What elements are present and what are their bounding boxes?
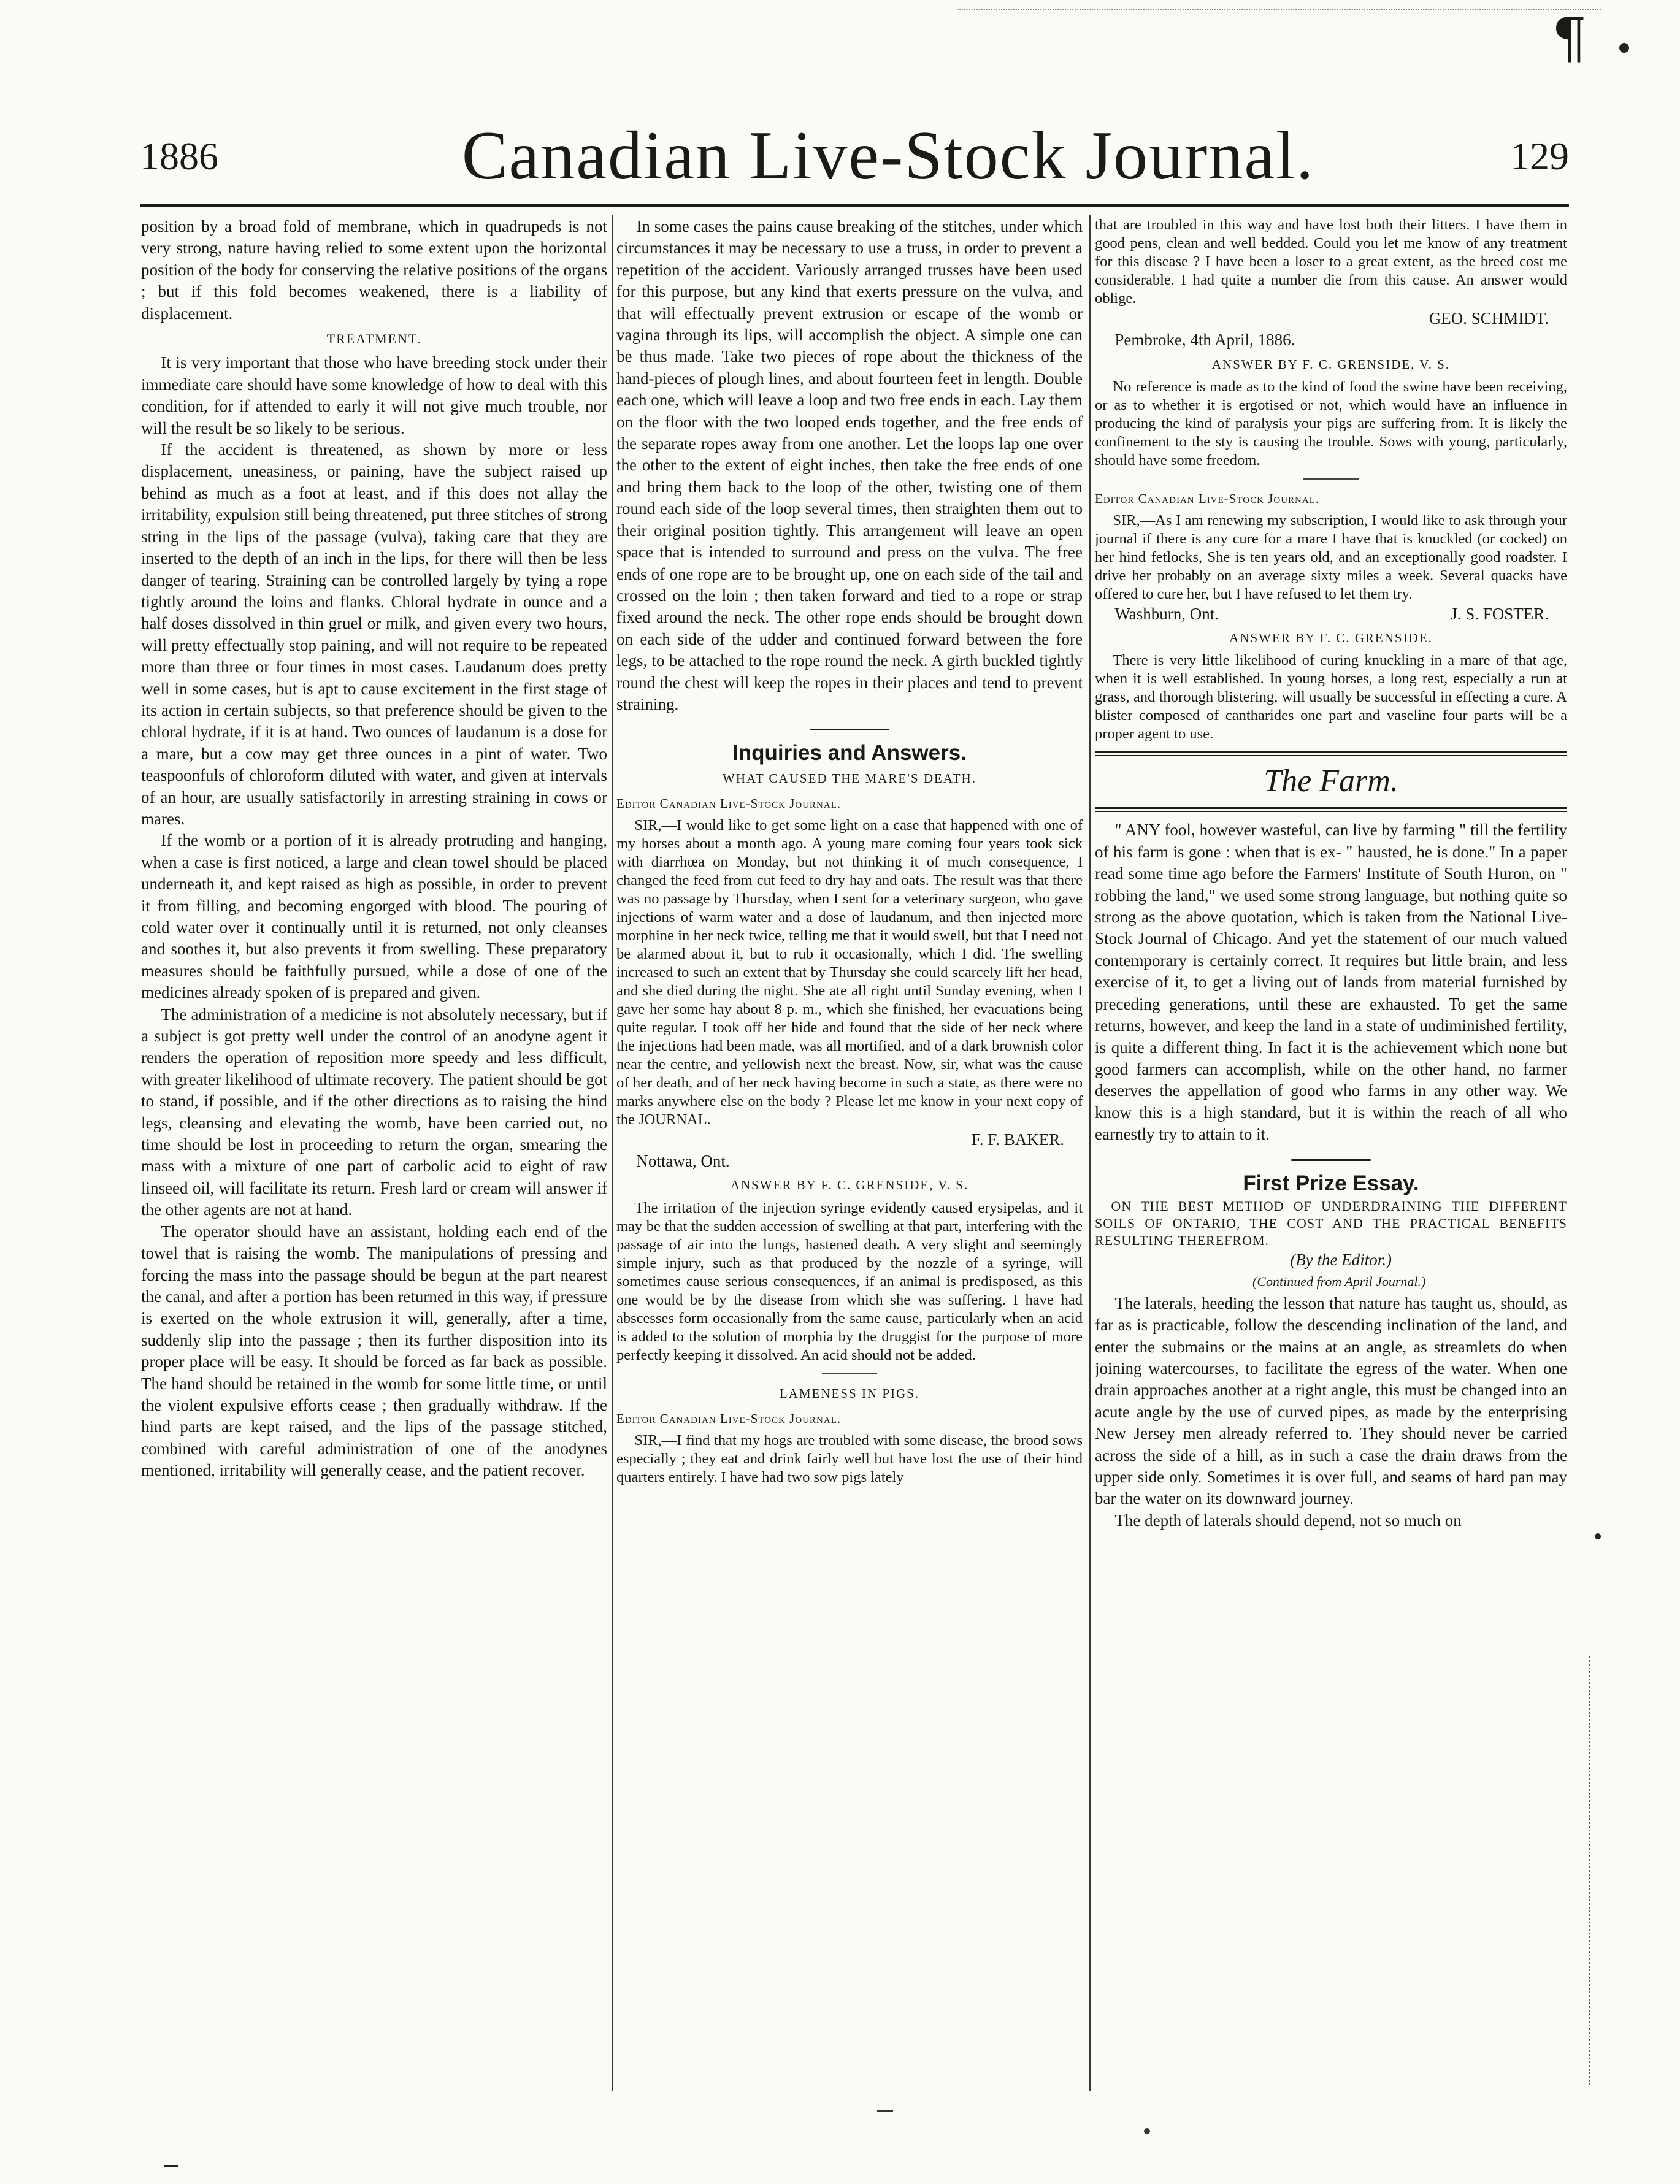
essay-byline: (By the Editor.) [1290,1250,1392,1269]
letter-place: Washburn, Ont. [1114,604,1219,623]
masthead-rule [140,204,1569,207]
answer-heading: ANSWER BY F. C. GRENSIDE, V. S. [1211,356,1451,372]
divider [1303,478,1359,480]
answer-text: The irritation of the injection syringe evidently caused erysipelas, and it may be that the sudden accession of swelling at that part, interfering with the passage of air into the lungs, hastened death. A very slight and seemingly simple injury, such as that produced by the nozzle of a syringe, will sometimes cause serious consequences, if an animal is predisposed, as this one would be by the disease from which she was suffering. I have had abscesses form occasionally from the same cause, particularly when an acid is added to the solution of morphia by the druggist for the purpose of more perfectly keeping it dissolved. An acid should not be added. [616,1199,1083,1363]
column-2 [616,216,1083,2099]
section-heading-inquiries: Inquiries and Answers. [732,741,967,765]
paragraph: position by a broad fold of membrane, which in quadrupeds is not very strong, nature having relied to some extent upon the horizontal position of the body for conserving the relative positions of the organs ; but if this fold becomes weakened, there is a liability of displacement. [141,217,607,323]
letter-text: SIR,—As I am renewing my subscription, I would like to ask through your journal if there is any cure for a mare I have that is knuckled (or cocked) on her hind fetlocks, She is ten years old, and an exceptionally good roadster. I drive her probably on an average sixty miles a week. Several quacks have offered to cure her, but I have refused to let them try. [1095,512,1567,602]
margin-speckle [1589,1656,1593,2085]
letter-text: SIR,—I find that my hogs are troubled with some disease, the brood sows especially ; they eat and drink fairly well but have lost the use of their hind quarters entirely. I have had two sow pigs lately [616,1431,1083,1485]
letter-signature: GEO. SCHMIDT. [1429,309,1549,328]
section-rule [1095,751,1567,756]
answer-text: No reference is made as to the kind of food the swine have been receiving, or as to whether it is ergotised or not, which would have an influence in producing the kind of paralysis your pigs are suffering from. It is likely the confinement to the sty is causing the trouble. Sows with young, particularly, should have some freedom. [1095,378,1567,469]
footer-mark [1144,2128,1150,2134]
corner-dot [1619,43,1629,53]
essay-subtitle: ON THE BEST METHOD OF UNDERDRAINING THE DIFFERENT SOILS OF ONTARIO, THE COST AND THE PRACTICAL BENEFITS RESULTING THEREFROM. [1095,1198,1567,1248]
answer-heading: ANSWER BY F. C. GRENSIDE, V. S. [730,1178,969,1193]
column-1 [141,216,607,2099]
answer-text: There is very little likelihood of curing knuckling in a mare of that age, when it is well established. In young horses, a long rest, especially a run at grass, and thorough blistering, will usually be successful in effecting a cure. A blister composed of cantharides one part and vaseline four parts will be a proper agent to use. [1095,652,1567,743]
masthead-year: 1886 [140,134,218,178]
corner-mark: ¶ [1552,6,1587,71]
letter-text: that are troubled in this way and have lost both their litters. I have them in good pens, clean and well bedded. Could you let me know of any treatment for this disease ? I have been a loser to a great extent, as the breed cost me considerable. I had quite a number die from this cause. An answer would oblige. [1095,216,1567,307]
essay-continued-note: (Continued from April Journal.) [1252,1274,1426,1290]
footer-mark [164,2165,178,2167]
paragraph: In some cases the pains cause breaking of the stitches, under which circumstances it may be necessary to use a truss, in order to prevent a repetition of the accident. Variously arranged trusses have been used for this purpose, but any kind that exerts pressure on the vulva, and that will effectually prevent extrusion or escape of the womb or vagina through its lips, will accomplish the object. A simple one can be thus made. Take two pieces of rope about the thickness of the hand-pieces of plough lines, and about fourteen feet in length. Double each one, which will leave a loop and two free ends in each. Lay them on the floor with the two looped ends together, and the free ends of the separate ropes away from one another. Let the loops lap one over the other to the extent of eight inches, then take the free ends of one and bring them back to the loop of the other, twisting one of them round each side of the loop several times, then straighten them out to their original position tightly. This arrangement will leave an open space that is intended to surround and press on the vulva. The free ends of one rope are to be brought up, one on each side of the tail and crossed on the loin ; then taken forward and tied to a rope or strap fixed around the neck. The other rope ends should be brought down on each side of the udder and continued forward between the fore legs, to be attached to the rope round the neck. A girth buckled tightly round the chest will keep the ropes in their places and tend to prevent straining. [616,217,1083,713]
letter-salutation: Editor Canadian Live-Stock Journal. [616,1411,842,1427]
letter-place: Nottawa, Ont. [636,1151,730,1170]
column-divider [1089,215,1091,2091]
paragraph: " ANY fool, however wasteful, can live by farming " till the fertility of his farm is gone : when that is ex- " hausted, he is done." In a paper read some time ago before the Farmers' Institute of South Huron, on " robbing the land," we used some strong language, but nothing quite so strong as the above quotation, which is taken from the National Live-Stock Journal of Chicago. And yet the statement of our much valued contemporary is certainly correct. It requires but little brain, and less exercise of it, to get a living out of lands from material furnished by preceding generations, until these are exhausted. To get the same returns, however, and keep the land in a state of undiminished fertility, is quite a different thing. In fact it is the achievement which none but good farmers can accomplish, while on the other hand, no farmer deserves the appellation of good who farms in any other way. We know this is a high standard, but it is within the reach of all who earnestly try to attain to it. [1095,821,1567,1144]
masthead [140,117,1569,209]
letter-signature: F. F. BAKER. [972,1130,1064,1149]
top-border-line [957,9,1601,10]
letter-title: LAMENESS IN PIGS. [779,1385,920,1401]
letter-salutation: Editor Canadian Live-Stock Journal. [1095,491,1320,507]
paragraph: If the accident is threatened, as shown by more or less displacement, uneasiness, or paining, have the subject raised up behind as much as a foot at least, and if this does not allay the irritability, expulsion still being threatened, put three stitches of strong string in the lips of the passage (vulva), taking care that they are inserted to the depth of an inch in the lips, for there will then be less danger of tearing. Straining can be controlled largely by tying a rope tightly around the loins and flanks. Chloral hydrate in ounce and a half doses dissolved in thin gruel or milk, and given every two hours, will pretty effectually stop paining, and will not require to be repeated more than three or four times in most cases. Laudanum does pretty well in some cases, but is apt to cause excitement in the first stage of its action in certain subjects, so that preference should be given to the chloral hydrate, if it is at hand. Two ounces of laudanum is a dose for a mare, but a cow may get three ounces in a pint of water. Two teaspoonfuls of chloroform diluted with water, and given at intervals of an hour, are usually satisfactorily in arresting straining in cows or mares. [141,440,607,828]
divider [822,1373,877,1374]
letter-salutation: Editor Canadian Live-Stock Journal. [616,796,842,811]
footer-mark [877,2110,893,2112]
answer-heading: ANSWER BY F. C. GRENSIDE. [1229,630,1433,646]
letter-signature: J. S. FOSTER. [1451,604,1549,623]
column-3 [1095,216,1567,2099]
page-number: 129 [1510,134,1569,178]
section-ornament [1095,1155,1567,1164]
paragraph: The depth of laterals should depend, not so much on [1114,1511,1462,1530]
masthead-title: Canadian Live-Stock Journal. [461,118,1315,194]
paragraph: It is very important that those who have breeding stock under their immediate care should have some knowledge of how to deal with this condition, for if attended to early it will not give much trouble, nor will the result be so likely to be serious. [141,353,607,437]
column-divider [612,215,613,2091]
letter-text: SIR,—I would like to get some light on a case that happened with one of my horses about a month ago. A young mare coming four years took sick with diarrhœa on Monday, but not thinking it of much consequence, I changed the feed from cut feed to dry hay and oats. The result was that there was no passage by Thursday, when I sent for a veterinary surgeon, who gave injections of warm water and a dose of laudanum, and then injected more morphine in her neck twice, telling me that it would swell, but that I need not be alarmed about it, but to rub it occasionally, which I did. The swelling increased to such an extent that by Thursday she could scarcely lift her head, and she died during the night. She ate all right until Sunday evening, when I gave her some hay about 8 p. m., which she finished, her evacuations being quite regular. I took off her hide and found that the side of her neck where the injections had been made, was all mortified, and of a dark brownish color near the centre, and yellowish next the breast. Now, sir, what was the cause of her death, and of her neck having become in such a state, as there were no marks anywhere else on the body ? Please let me know in your next copy of the JOURNAL. [616,816,1083,1128]
letter-place-and-signature [1095,603,1567,625]
paragraph: The operator should have an assistant, holding each end of the towel that is raising the womb. The manipulations of pressing and forcing the mass into the passage should be begun at the part nearest the canal, and after a portion has been returned in this way, if pressure is exerted on the whole extrusion it will, generally, after a time, suddenly slip into the passage ; then its further disposition into its proper place will be easy. It should be forced as far back as possible. The hand should be retained in the womb for some little time, or until the violent expulsive efforts cease ; then gradually withdraw. If the hind parts are kept raised, and the lips of the passage stitched, combined with careful administration of one of the anodynes mentioned, irritability will generally cease, and the patient recover. [141,1222,607,1480]
letter-title: WHAT CAUSED THE MARE'S DEATH. [723,770,976,786]
section-heading-first-prize-essay: First Prize Essay. [1243,1171,1419,1195]
paragraph: The laterals, heeding the lesson that nature has taught us, should, as far as is practicable, follow the descending inclination of the land, and enter the submains or the mains at an angle, as streamlets do when joining watercourses, to facilitate the egress of the water. When one drain approaches another at a right angle, this must be changed into an acute angle by the use of curved pipes, as made by the enterprising New Jersey men already referred to. They should never be carried across the side of a hill, as in such a case the drain draws from the upper side only. Sometimes it is over full, and seams of hard pan may bar the water on its downward journey. [1095,1293,1567,1508]
section-ornament [616,725,1083,734]
paragraph: The administration of a medicine is not absolutely necessary, but if a subject is got pretty well under the control of an anodyne agent it renders the operation of reposition more speedy and less difficult, with greater likelihood of ultimate recovery. The patient should be got to stand, if possible, and if the other directions as to raising the hind legs, cleansing and elevating the womb, have been carried out, no time should be lost in proceeding to return the organ, smearing the mass with a mixture of one part of carbolic acid to eight of raw linseed oil, will facilitate its return. Fresh lard or cream will answer if the other agents are not at hand. [141,1005,607,1219]
letter-place: Pembroke, 4th April, 1886. [1114,331,1295,350]
section-rule [1095,807,1567,812]
section-title-the-farm: The Farm. [1264,764,1398,799]
paragraph: If the womb or a portion of it is already protruding and hanging, when a case is first noticed, a large and clean towel should be placed underneath it, and kept raised as high as possible, in order to prevent it from filling, and becoming engorged with blood. The pouring of cold water over it continually until it is returned, not only cleanses and soothes it, but also prevents it from swelling. These preparatory measures should be faithfully pursued, while a dose of one of the medicines already spoken of is prepared and given. [141,831,607,1002]
margin-mark [1595,1533,1601,1539]
section-heading-treatment: TREATMENT. [326,331,422,347]
